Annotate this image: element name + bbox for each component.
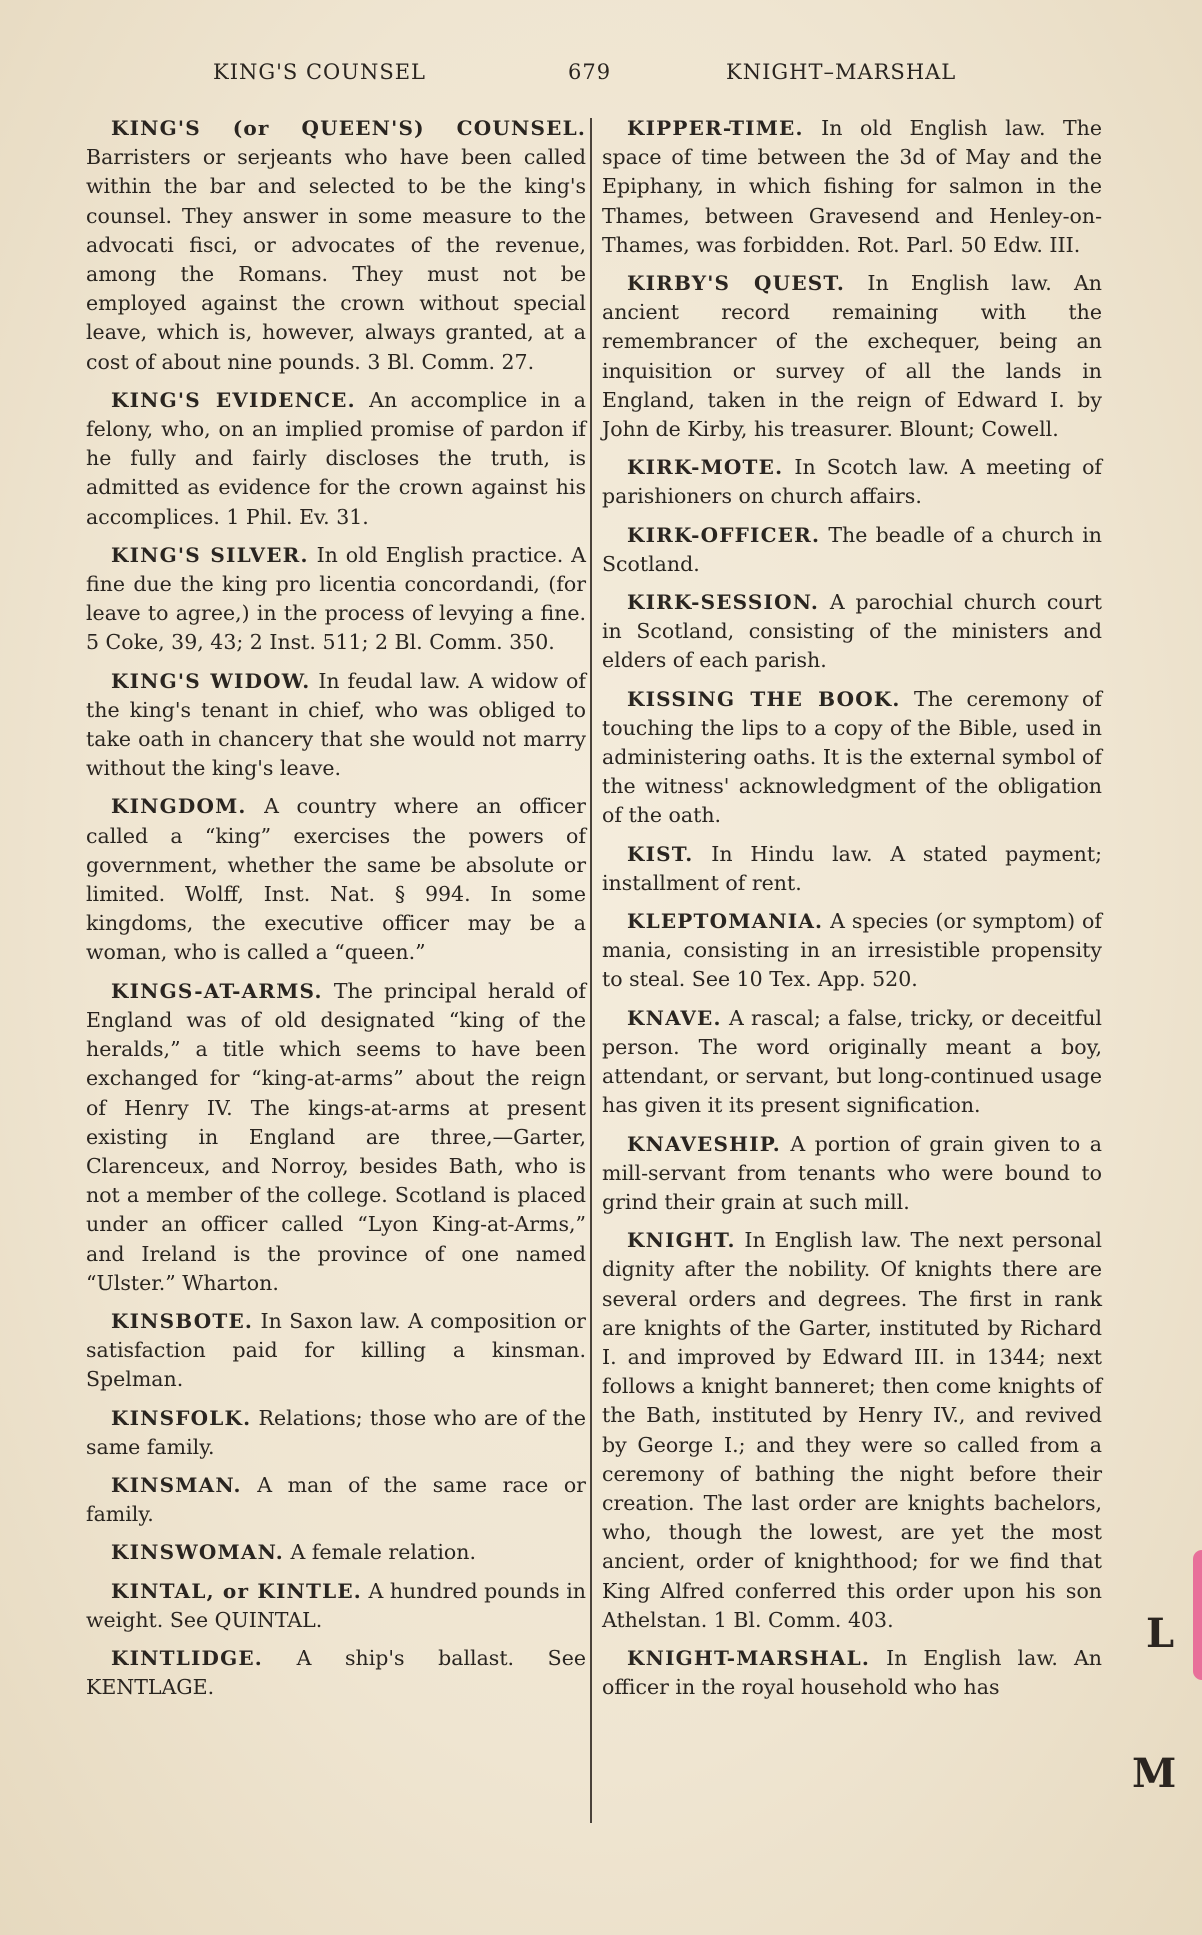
- entry-term: KINGDOM.: [111, 794, 247, 819]
- entry-text: Barristers or serjeants who have been called within the bar and selected to be the king's counsel. They answer in some measure to the advocati fisci, or advocates of the revenue, among the Romans. They must not be employed against the crown without special leave, which is, however, always granted, at a cost of about nine pounds. 3 Bl. Comm. 27.: [86, 145, 586, 374]
- entry-text: A female relation.: [290, 1540, 476, 1565]
- entry-text: A hundred pounds in weight. See QUINTAL.: [86, 1578, 586, 1632]
- entry-term: KISSING THE BOOK.: [627, 686, 901, 711]
- entry-knight: [602, 1226, 1102, 1635]
- entry-kings-evidence: [86, 386, 586, 532]
- entry-term: KIRK-OFFICER.: [627, 522, 821, 547]
- entry-text: A ship's ballast. See KENTLAGE.: [86, 1645, 586, 1700]
- entry-text: In English law. An officer in the royal household who has: [602, 1645, 1102, 1700]
- entry-kintal: [86, 1577, 586, 1635]
- entry-kirk-session: [602, 588, 1102, 676]
- entry-term: KNIGHT-MARSHAL.: [627, 1645, 871, 1670]
- entry-text: An accomplice in a felony, who, on an implied promise of pardon if he fully and fairly discloses the truth, is admitted as evidence for the crown against his accomplices. 1 Phil. Ev. 31.: [86, 387, 586, 529]
- entry-kinsbote: [86, 1307, 586, 1395]
- entry-text: Relations; those who are of the same family.: [86, 1405, 586, 1459]
- entry-text: A rascal; a false, tricky, or deceitful person. The word originally meant a boy, attendant, or servant, but long-continued usage has given it its present signification.: [602, 1005, 1102, 1118]
- running-header: [0, 60, 1202, 90]
- entry-text: In Hindu law. A stated payment; installment of rent.: [602, 841, 1102, 895]
- entry-term: KINSFOLK.: [111, 1405, 252, 1430]
- entry-text: A country where an officer called a “king” exercises the powers of government, whether the same be absolute or limited. Wolff, Inst. Nat. § 994. In some kingdoms, the executive officer may be a woman, who is called a “queen.”: [86, 794, 586, 965]
- entry-kings-counsel: [86, 114, 586, 377]
- entry-kirk-officer: [602, 521, 1102, 579]
- entry-kinswoman: [86, 1538, 586, 1567]
- entry-text: The principal herald of England was of old designated “king of the heralds,” a title which seems to have been exchanged for “king-at-arms” about the reign of Henry IV. The kings-at-arms at present existing in England are three,—Garter, Clarenceux, and Norroy, besides Bath, who is not a member of the college. Scotland is placed under an officer called “Lyon King-at-Arms,” and Ireland is the province of one named “Ulster.” Wharton.: [86, 978, 586, 1295]
- entry-kinsman: [86, 1471, 586, 1529]
- entry-term: KIRBY'S QUEST.: [627, 271, 846, 296]
- entry-term: KINTAL, or KINTLE.: [111, 1578, 362, 1603]
- entry-term: KNAVESHIP.: [627, 1131, 781, 1156]
- column-divider: [590, 118, 592, 1823]
- entry-term: KING'S (or QUEEN'S) COUNSEL.: [111, 116, 586, 140]
- entry-term: KIST.: [627, 841, 694, 866]
- entry-term: KINTLIDGE.: [111, 1645, 263, 1670]
- entry-kleptomania: [602, 907, 1102, 995]
- entry-term: KIRK-MOTE.: [627, 455, 784, 480]
- entry-text: In Saxon law. A composition or satisfaction paid for killing a kinsman. Spelman.: [86, 1308, 586, 1392]
- left-column: [86, 114, 586, 1711]
- right-column: [602, 114, 1102, 1711]
- entry-kintlidge: [86, 1644, 586, 1702]
- entry-term: KING'S WIDOW.: [111, 668, 311, 693]
- entry-term: KINSBOTE.: [111, 1308, 254, 1333]
- entry-text: The ceremony of touching the lips to a copy of the Bible, used in administering oaths. It is the external symbol of the witness' acknowledgment of the obligation of the oath.: [602, 686, 1102, 828]
- entry-text: In feudal law. A widow of the king's tenant in chief, who was obliged to take oath in chancery that she would not marry without the king's leave.: [86, 668, 586, 781]
- entry-kings-at-arms: [86, 977, 586, 1298]
- header-right-guide-word: KNIGHT–MARSHAL: [726, 60, 957, 84]
- entry-kist: [602, 840, 1102, 898]
- entry-text: The beadle of a church in Scotland.: [602, 522, 1102, 576]
- entry-kissing-the-book: [602, 685, 1102, 831]
- entry-term: KINSWOMAN.: [111, 1540, 284, 1565]
- entry-text: In Scotch law. A meeting of parishioners on church affairs.: [602, 455, 1102, 509]
- entry-text: In old English law. The space of time between the 3d of May and the Epiphany, in which fishing for salmon in the Thames, between Gravesend and Henley-on-Thames, was forbidden. Rot. Parl. 50 Edw. III.: [602, 116, 1102, 257]
- entry-term: KINSMAN.: [111, 1472, 242, 1497]
- entry-kingdom: [86, 792, 586, 967]
- entry-kirbys-quest: [602, 269, 1102, 444]
- entry-kipper-time: [602, 114, 1102, 260]
- entry-text: In old English practice. A fine due the king pro licentia concordandi, (for leave to agree,) in the process of levying a fine. 5 Coke, 39, 43; 2 Inst. 511; 2 Bl. Comm. 350.: [86, 542, 586, 655]
- entry-text: A species (or symptom) of mania, consisting in an irresistible propensity to steal. See 10 Tex. App. 520.: [602, 909, 1102, 992]
- header-left-guide-word: KING'S COUNSEL: [213, 60, 426, 84]
- entry-text: A portion of grain given to a mill-servant from tenants who were bound to grind their grain at such mill.: [602, 1131, 1102, 1214]
- entry-knaveship: [602, 1130, 1102, 1218]
- entry-term: KING'S SILVER.: [111, 542, 309, 567]
- entry-term: KLEPTOMANIA.: [627, 909, 824, 934]
- entry-term: KINGS-AT-ARMS.: [111, 978, 323, 1003]
- entry-kings-widow: [86, 667, 586, 784]
- entry-text: In English law. An ancient record remaining with the remembrancer of the exchequer, being an inquisition or survey of all the lands in England, taken in the reign of Edward I. by John de Kirby, his treasurer. Blount; Cowell.: [602, 271, 1102, 442]
- thumb-index-tab-m[interactable]: M: [1132, 1750, 1177, 1797]
- entry-text: In English law. The next personal dignity after the nobility. Of knights there are several orders and degrees. The first in rank are knights of the Garter, instituted by Richard I. and improved by Edward III. in 1344; next follows a knight banneret; then come knights of the Bath, instituted by Henry IV., and revived by George I.; and they were so called from a ceremony of bathing the night before their creation. The last order are knights bachelors, who, though the lowest, are yet the most ancient, order of knighthood; for we find that King Alfred conferred this order upon his son Athelstan. 1 Bl. Comm. 403.: [602, 1228, 1102, 1632]
- entry-text: A man of the same race or family.: [86, 1472, 586, 1527]
- entry-term: KNIGHT.: [627, 1228, 736, 1253]
- thumb-index-tab-l[interactable]: L: [1145, 1610, 1175, 1657]
- entry-term: KIPPER-TIME.: [627, 116, 804, 140]
- entry-kings-silver: [86, 541, 586, 658]
- entry-text: A parochial church court in Scotland, consisting of the ministers and elders of each parish.: [602, 590, 1102, 673]
- entry-knight-marshal: [602, 1644, 1102, 1702]
- entry-term: KIRK-SESSION.: [627, 590, 820, 615]
- entry-kinsfolk: [86, 1404, 586, 1462]
- entry-kirk-mote: [602, 453, 1102, 511]
- page-edge-tab-marker: [1193, 1550, 1202, 1680]
- entry-knave: [602, 1004, 1102, 1121]
- page-number: 679: [568, 60, 612, 84]
- entry-term: KING'S EVIDENCE.: [111, 387, 356, 412]
- entry-term: KNAVE.: [627, 1005, 722, 1030]
